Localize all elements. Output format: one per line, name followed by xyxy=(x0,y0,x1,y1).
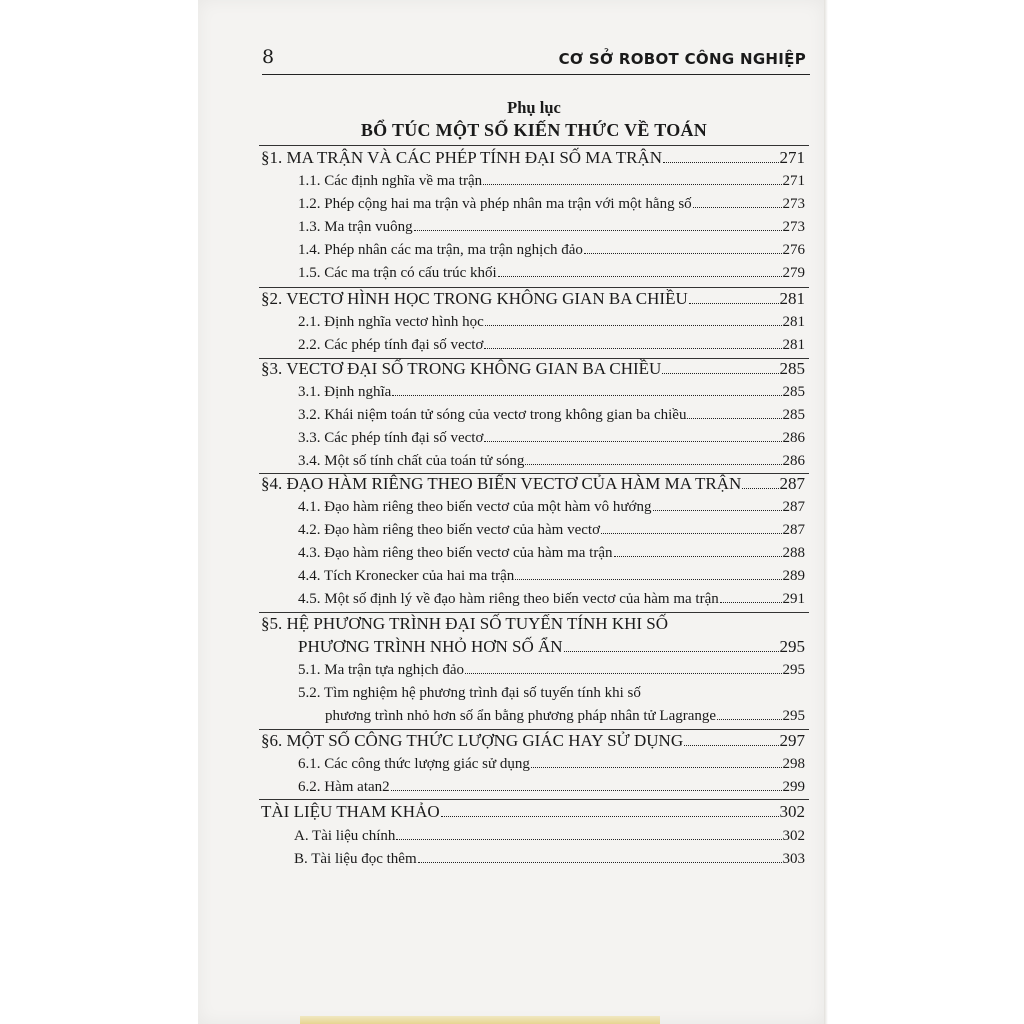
toc-entry-s3: §3. VECTƠ ĐẠI SỐ TRONG KHÔNG GIAN BA CHIỀU 285 xyxy=(261,359,805,378)
toc-entry-refs-a: A. Tài liệu chính 302 xyxy=(294,828,805,844)
section-divider xyxy=(259,799,809,800)
section-divider xyxy=(259,287,809,288)
toc-entry-s6-2: 6.2. Hàm atan2 299 xyxy=(298,779,805,795)
toc-entry-s1-1: 1.1. Các định nghĩa về ma trận 271 xyxy=(298,173,805,189)
toc-entry-s4-4: 4.4. Tích Kronecker của hai ma trận 289 xyxy=(298,568,805,584)
toc-entry-s6-1: 6.1. Các công thức lượng giác sử dụng 298 xyxy=(298,756,805,772)
toc-entry-s3-1: 3.1. Định nghĩa 285 xyxy=(298,384,805,400)
toc-entry-s2: §2. VECTƠ HÌNH HỌC TRONG KHÔNG GIAN BA CHIỀU 281 xyxy=(261,289,805,308)
toc-entry-s1-4: 1.4. Phép nhân các ma trận, ma trận nghịch đảo 276 xyxy=(298,242,805,258)
toc-entry-refs-b: B. Tài liệu đọc thêm 303 xyxy=(294,851,805,867)
toc-entry-s1-3: 1.3. Ma trận vuông 273 xyxy=(298,219,805,235)
toc-entry-s5-2-line1: 5.2. Tìm nghiệm hệ phương trình đại số tuyến tính khi số xyxy=(298,685,641,701)
toc-entry-s5-2: phương trình nhỏ hơn số ẩn bằng phương pháp nhân tử Lagrange 295 xyxy=(325,708,805,724)
toc-entry-s1-5: 1.5. Các ma trận có cấu trúc khối 279 xyxy=(298,265,805,281)
toc-entry-s4-5: 4.5. Một số định lý về đạo hàm riêng theo biến vectơ của hàm ma trận 291 xyxy=(298,591,805,607)
toc-entry-s2-2: 2.2. Các phép tính đại số vectơ 281 xyxy=(298,337,805,353)
toc-entry-s1-2: 1.2. Phép cộng hai ma trận và phép nhân ma trận với một hằng số 273 xyxy=(298,196,805,212)
toc-entry-s3-2: 3.2. Khái niệm toán tử sóng của vectơ trong không gian ba chiều 285 xyxy=(298,407,805,423)
toc-entry-s4-1: 4.1. Đạo hàm riêng theo biến vectơ của một hàm vô hướng 287 xyxy=(298,499,805,515)
book-title: CƠ SỞ ROBOT CÔNG NGHIỆP xyxy=(558,50,806,68)
toc-entry-s6: §6. MỘT SỐ CÔNG THỨC LƯỢNG GIÁC HAY SỬ DỤNG 297 xyxy=(261,731,805,750)
toc-entry-s2-1: 2.1. Định nghĩa vectơ hình học 281 xyxy=(298,314,805,330)
running-header xyxy=(262,44,810,75)
section-divider xyxy=(259,145,809,146)
appendix-title: BỔ TÚC MỘT SỐ KIẾN THỨC VỀ TOÁN xyxy=(360,120,708,140)
section-divider xyxy=(259,729,809,730)
toc-entry-s3-3: 3.3. Các phép tính đại số vectơ 286 xyxy=(298,430,805,446)
toc-entry-s5-line1: §5. HỆ PHƯƠNG TRÌNH ĐẠI SỐ TUYẾN TÍNH KHI SỐ xyxy=(261,614,669,633)
toc-entry-s5-1: 5.1. Ma trận tựa nghịch đảo 295 xyxy=(298,662,805,678)
section-divider xyxy=(259,612,809,613)
toc-entry-s4: §4. ĐẠO HÀM RIÊNG THEO BIẾN VECTƠ CỦA HÀM MA TRẬN 287 xyxy=(261,474,805,493)
page-number: 8 xyxy=(262,46,275,68)
toc-entry-s4-2: 4.2. Đạo hàm riêng theo biến vectơ của hàm vectơ 287 xyxy=(298,522,805,538)
toc-entry-s4-3: 4.3. Đạo hàm riêng theo biến vectơ của hàm ma trận 288 xyxy=(298,545,805,561)
toc-entry-s1: §1. MA TRẬN VÀ CÁC PHÉP TÍNH ĐẠI SỐ MA TRẬN 271 xyxy=(261,148,805,167)
page-bottom-edge xyxy=(300,1016,660,1024)
appendix-label: Phụ lục xyxy=(507,98,561,117)
toc-entry-s5: PHƯƠNG TRÌNH NHỎ HƠN SỐ ẨN 295 xyxy=(298,637,805,656)
toc-entry-s3-4: 3.4. Một số tính chất của toán tử sóng 286 xyxy=(298,453,805,469)
page-edge xyxy=(824,0,828,1024)
toc-entry-refs: TÀI LIỆU THAM KHẢO 302 xyxy=(261,802,805,821)
